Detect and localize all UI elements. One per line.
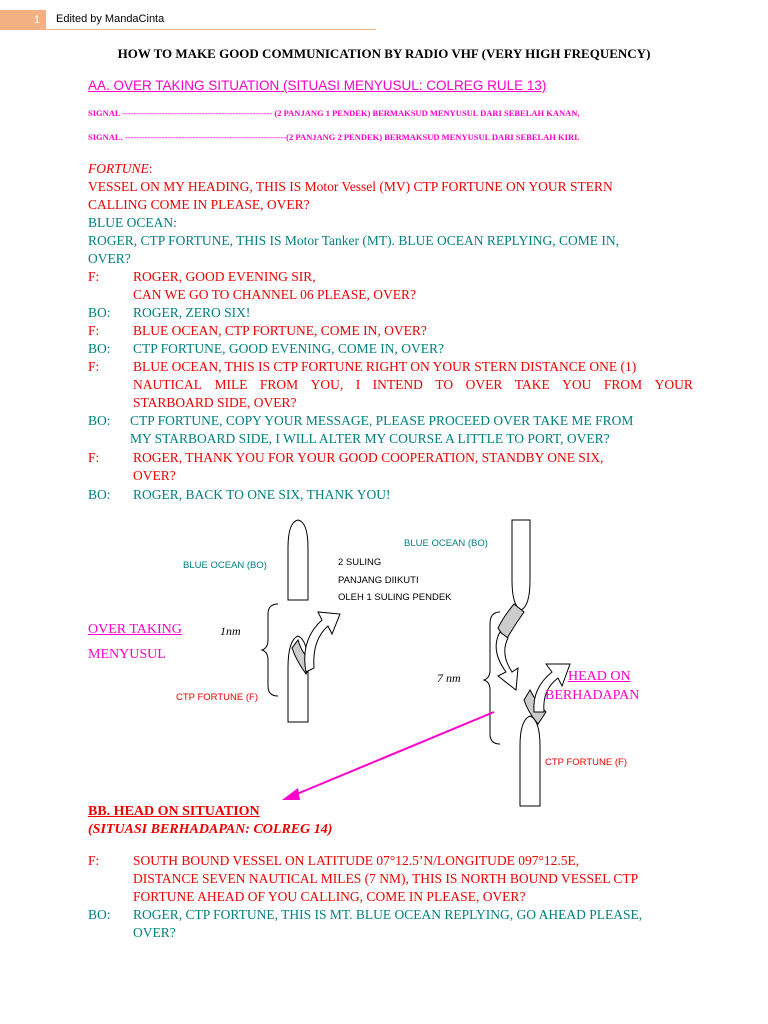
speaker-bo: BO: [88, 907, 111, 922]
distance-1nm-label: 1nm [220, 624, 241, 638]
over-taking-label: OVER TAKING [88, 622, 182, 637]
ctp-fortune-label-left: CTP FORTUNE (F) [176, 692, 258, 703]
dialogue-word: FROM [259, 377, 299, 392]
fortune-call-line-1: VESSEL ON MY HEADING, THIS IS Motor Vessel (MV) CTP FORTUNE ON YOUR STERN [88, 179, 613, 194]
fortune-colon: : [148, 161, 153, 176]
blue-ocean-speaker-heading: BLUE OCEAN: [88, 215, 177, 230]
speaker-f: F: [88, 323, 100, 338]
dialogue-text: ROGER, GOOD EVENING SIR, [133, 269, 316, 284]
blue-ocean-reply-line-1: ROGER, CTP FORTUNE, THIS IS Motor Tanker (MT). BLUE OCEAN REPLYING, COME IN, [88, 233, 620, 248]
signal-line-2: SIGNAL. ---------------------------------------------------------(2 PANJANG 2 PENDEK) BERMAKSUD MENYUSUL DARI SEBELAH KIRI. [88, 132, 580, 142]
fortune-call-line-2: CALLING COME IN PLEASE, OVER? [88, 197, 310, 212]
dialogue-text: STARBOARD SIDE, OVER? [133, 395, 297, 410]
ctp-fortune-vessel-right [520, 716, 540, 806]
head-on-label: HEAD ON [568, 669, 631, 684]
dialogue-word: YOU [562, 377, 592, 392]
dialogue-word: FROM [603, 377, 643, 392]
page-number: 1 [0, 10, 46, 30]
menyusul-label: MENYUSUL [88, 647, 166, 662]
speaker-f: F: [88, 269, 100, 284]
signal-note-line-2: PANJANG DIIKUTI [338, 575, 419, 586]
blue-ocean-label-right: BLUE OCEAN (BO) [404, 538, 488, 549]
dialogue-word: OVER [465, 377, 503, 392]
speaker-bo: BO: [88, 413, 111, 428]
fortune-label: FORTUNE [88, 161, 149, 176]
dialogue-word: YOUR [654, 377, 693, 392]
speaker-bo: BO: [88, 487, 111, 502]
dialogue-text: OVER? [133, 468, 176, 483]
dialogue-text: FORTUNE AHEAD OF YOU CALLING, COME IN PLEASE, OVER? [133, 889, 526, 904]
speaker-f: F: [88, 359, 100, 374]
blue-ocean-reply-line-2: OVER? [88, 251, 131, 266]
dialogue-text: CTP FORTUNE, COPY YOUR MESSAGE, PLEASE PROCEED OVER TAKE ME FROM [130, 413, 634, 428]
distance-7nm-label: 7 nm [437, 671, 461, 685]
signal-note-line-3: OLEH 1 SULING PENDEK [338, 592, 452, 603]
overtake-arrow-left [305, 612, 340, 672]
ctp-fortune-label-right: CTP FORTUNE (F) [545, 757, 627, 768]
dialogue-word: TO [435, 377, 454, 392]
editor-credit: Edited by MandaCinta [56, 13, 165, 25]
dialogue-word: NAUTICAL [133, 377, 202, 392]
section-aa-heading: AA. OVER TAKING SITUATION (SITUASI MENYUSUL: COLREG RULE 13) [88, 78, 547, 93]
blue-ocean-vessel-left [288, 520, 308, 600]
pointer-arrow-line [292, 712, 494, 796]
distance-brace-left [262, 604, 278, 696]
dialogue-text: ROGER, ZERO SIX! [133, 305, 251, 320]
section-bb-heading: BB. HEAD ON SITUATION [88, 804, 260, 819]
dialogue-text: CAN WE GO TO CHANNEL 06 PLEASE, OVER? [133, 287, 416, 302]
blue-ocean-label-left: BLUE OCEAN (BO) [183, 560, 267, 571]
section-bb-subheading: (SITUASI BERHADAPAN: COLREG 14) [88, 822, 333, 837]
dialogue-word: YOU, [310, 377, 344, 392]
speaker-f: F: [88, 450, 100, 465]
dialogue-text: ROGER, THANK YOU FOR YOUR GOOD COOPERATION, STANDBY ONE SIX, [133, 450, 604, 465]
dialogue-text: DISTANCE SEVEN NAUTICAL MILES (7 NM), THIS IS NORTH BOUND VESSEL CTP [133, 871, 639, 886]
speaker-f: F: [88, 853, 100, 868]
speaker-bo: BO: [88, 341, 111, 356]
document-title: HOW TO MAKE GOOD COMMUNICATION BY RADIO VHF (VERY HIGH FREQUENCY) [117, 46, 651, 61]
dialogue-word: INTEND [372, 377, 423, 392]
distance-brace-right [484, 612, 500, 744]
dialogue-word: I [355, 377, 361, 392]
dialogue-text: SOUTH BOUND VESSEL ON LATITUDE 07°12.5’N/LONGITUDE 097°12.5E, [133, 853, 580, 868]
head-on-arrow-top [496, 632, 518, 690]
dialogue-word: TAKE [514, 377, 550, 392]
dialogue-text: MY STARBOARD SIDE, I WILL ALTER MY COURSE A LITTLE TO PORT, OVER? [130, 431, 610, 446]
dialogue-word: MILE [214, 377, 248, 392]
dialogue-text: ROGER, CTP FORTUNE, THIS IS MT. BLUE OCEAN REPLYING, GO AHEAD PLEASE, [133, 907, 643, 922]
blue-ocean-vessel-right [512, 520, 530, 610]
dialogue-text: ROGER, BACK TO ONE SIX, THANK YOU! [133, 487, 391, 502]
dialogue-text: OVER? [133, 925, 176, 940]
pointer-arrow-head [282, 788, 300, 800]
dialogue-text: CTP FORTUNE, GOOD EVENING, COME IN, OVER? [133, 341, 445, 356]
signal-note-line-1: 2 SULING [338, 557, 382, 568]
dialogue-text: BLUE OCEAN, CTP FORTUNE, COME IN, OVER? [133, 323, 427, 338]
speaker-bo: BO: [88, 305, 111, 320]
berhadapan-label: BERHADAPAN [545, 688, 640, 703]
dialogue-text: BLUE OCEAN, THIS IS CTP FORTUNE RIGHT ON YOUR STERN DISTANCE ONE (1) [133, 359, 637, 374]
signal-line-1: SIGNAL ----------------------------------------------------- (2 PANJANG 1 PENDEK) BERMAKSUD MENYUSUL DARI SEBELAH KANAN, [88, 108, 580, 118]
